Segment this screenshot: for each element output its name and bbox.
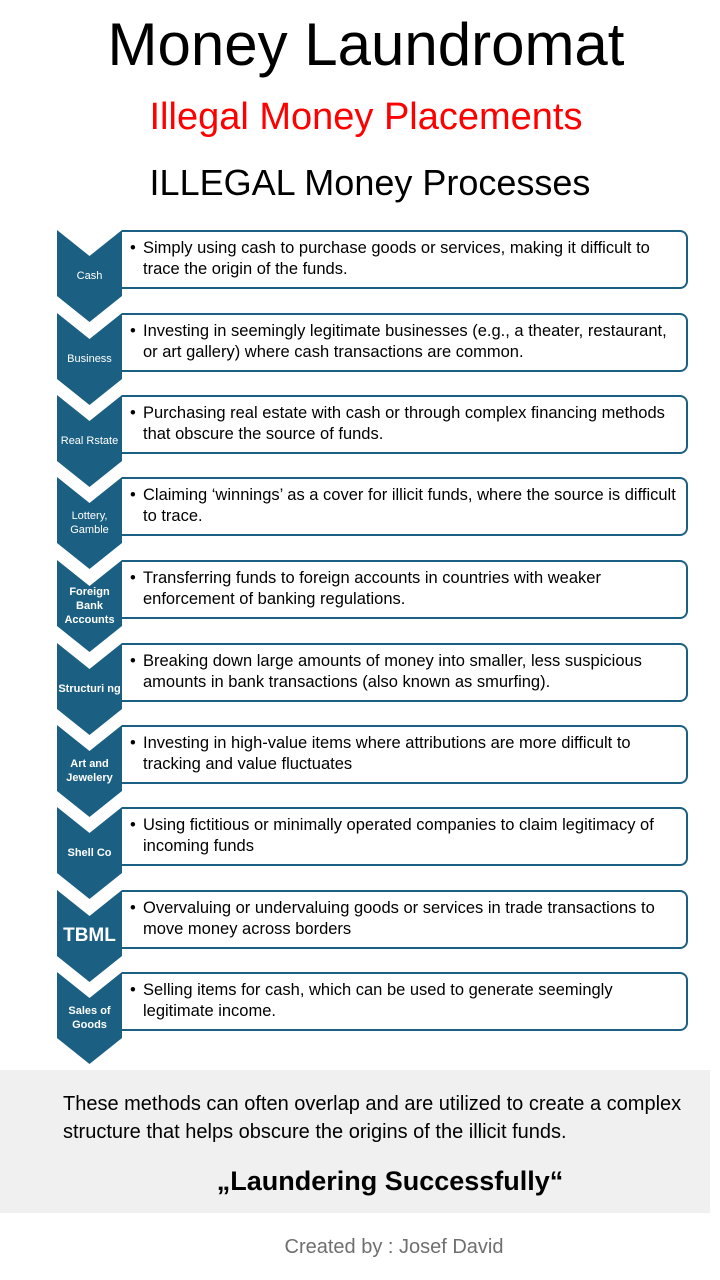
process-label: Art and Jewelery (66, 758, 113, 784)
bullet-icon: • (130, 569, 136, 587)
bullet-icon: • (130, 734, 136, 752)
process-description (130, 980, 680, 1022)
process-row (57, 643, 689, 735)
process-row (57, 890, 689, 982)
bullet-icon: • (130, 404, 136, 422)
process-row (57, 230, 689, 322)
process-row (57, 807, 689, 899)
process-description-box (122, 560, 688, 619)
credit-line: Created by : Josef David (284, 1236, 504, 1258)
process-description (130, 403, 680, 445)
process-label: TBML (63, 925, 116, 946)
description-text: Breaking down large amounts of money into smaller, less suspicious amounts in bank transactions (also known as smurfing). (143, 652, 642, 691)
description-text: Claiming ‘winnings’ as a cover for illicit funds, where the source is difficult to trace. (143, 486, 676, 525)
process-description-box (122, 477, 688, 536)
process-row (57, 725, 689, 817)
process-description (130, 238, 680, 280)
process-description (130, 321, 680, 363)
process-label: Real Rstate (60, 435, 119, 447)
summary-text: These methods can often overlap and are utilized to create a complex structure that helps obscure the origins of the illicit funds. (63, 1093, 682, 1143)
bullet-icon: • (130, 652, 136, 670)
bullet-icon: • (130, 981, 136, 999)
process-description-box (122, 643, 688, 702)
process-label: Lottery, Gamble (70, 510, 109, 536)
process-row (57, 395, 689, 487)
description-text: Simply using cash to purchase goods or services, making it difficult to trace the origin of the funds. (143, 239, 650, 278)
page-title: Money Laundromat (107, 11, 625, 78)
process-description-box (122, 725, 688, 784)
process-description-box (122, 395, 688, 454)
process-description (130, 485, 680, 527)
process-description-box (122, 890, 688, 949)
process-label: Foreign Bank Accounts (64, 586, 115, 626)
process-description (130, 815, 680, 857)
process-row (57, 313, 689, 405)
process-description-box (122, 972, 688, 1031)
process-description (130, 651, 680, 693)
summary-panel (0, 1070, 710, 1213)
process-label: Structuri ng (58, 683, 121, 695)
page-subtitle: Illegal Money Placements (149, 96, 583, 138)
bullet-icon: • (130, 816, 136, 834)
bullet-icon: • (130, 239, 136, 257)
process-description (130, 568, 680, 610)
description-text: Overvaluing or undervaluing goods or services in trade transactions to move money across borders (143, 899, 655, 938)
process-description (130, 898, 680, 940)
process-description-box (122, 230, 688, 289)
process-row (57, 972, 689, 1064)
process-label: Cash (76, 270, 103, 282)
process-description (130, 733, 680, 775)
process-description-box (122, 313, 688, 372)
process-label: Shell Co (67, 847, 112, 859)
bullet-icon: • (130, 486, 136, 504)
description-text: Transferring funds to foreign accounts in countries with weaker enforcement of banking regulations. (143, 569, 601, 608)
bullet-icon: • (130, 322, 136, 340)
process-row (57, 477, 689, 569)
process-label: Sales of Goods (68, 1005, 111, 1031)
process-label: Business (67, 353, 112, 365)
description-text: Investing in seemingly legitimate businesses (e.g., a theater, restaurant, or art gallery) where cash transactions are common. (143, 322, 667, 361)
process-row (57, 560, 689, 652)
bullet-icon: • (130, 899, 136, 917)
description-text: Investing in high-value items where attributions are more difficult to tracking and value fluctuates (143, 734, 631, 773)
tagline: „Laundering Successfully“ (216, 1166, 564, 1196)
process-description-box (122, 807, 688, 866)
section-heading: ILLEGAL Money Processes (149, 162, 591, 203)
description-text: Purchasing real estate with cash or through complex financing methods that obscure the source of funds. (143, 404, 665, 443)
description-text: Selling items for cash, which can be used to generate seemingly legitimate income. (143, 981, 613, 1020)
description-text: Using fictitious or minimally operated companies to claim legitimacy of incoming funds (143, 816, 654, 855)
